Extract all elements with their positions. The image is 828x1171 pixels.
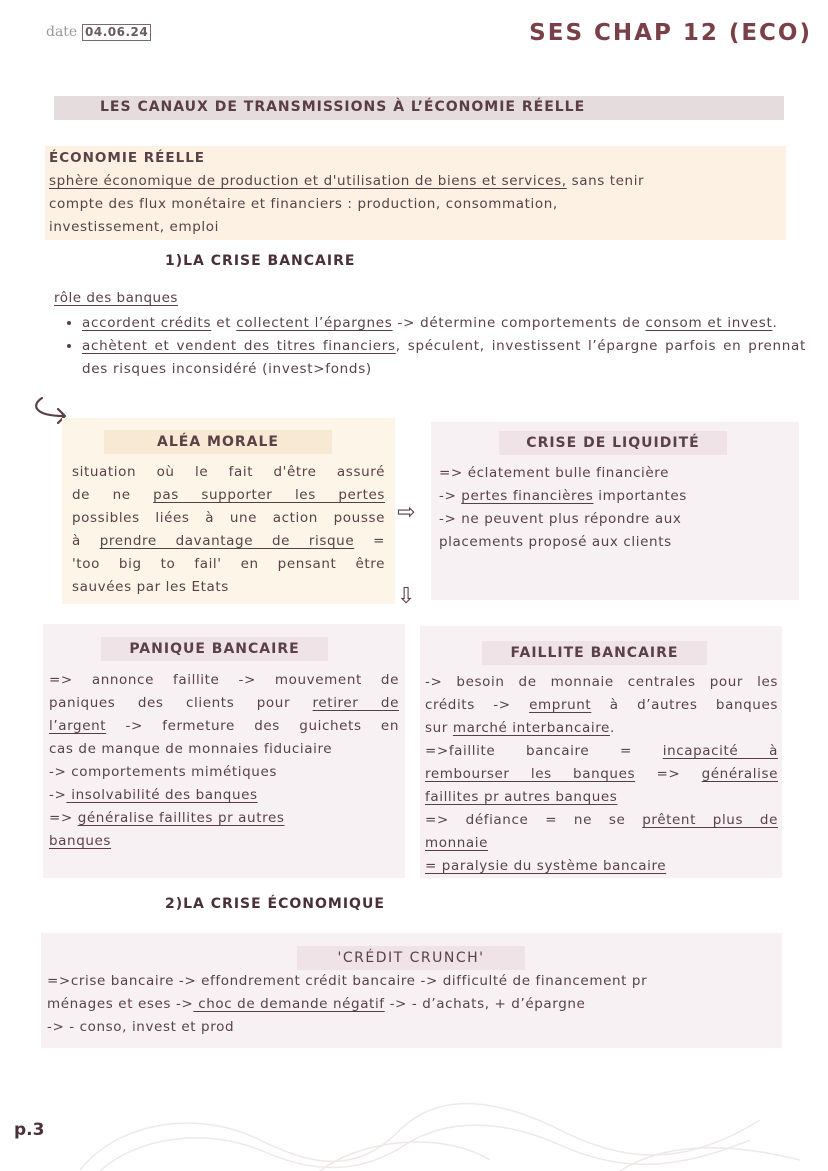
role-item-1 — [82, 312, 806, 335]
definition-title: ÉCONOMIE RÉELLE — [49, 150, 206, 166]
pan-l7a: => — [49, 810, 78, 826]
role-item-2 — [82, 335, 806, 381]
fail-l4a: =>faillite bancaire = — [425, 743, 663, 759]
fail-l2u: emprunt — [529, 697, 592, 713]
credit-l2a: ménages et eses -> — [47, 996, 194, 1012]
fail-l2a: crédits -> — [425, 697, 530, 713]
fail-l2b: à d’autres banques — [591, 697, 778, 713]
alea-line-4 — [72, 530, 385, 553]
page-number: p.3 — [14, 1120, 45, 1140]
role-title-text: rôle des banques — [54, 290, 178, 306]
fail-l9u: = paralysie du système bancaire — [425, 858, 667, 874]
role-u2: collectent l’épargnes — [236, 315, 393, 331]
pan-line-5: -> comportements mimétiques — [49, 764, 277, 780]
alea-morale-title: ALÉA MORALE — [104, 430, 332, 454]
alea-line-5: 'too big to fail' en pensant être — [72, 556, 385, 572]
fail-line-6 — [425, 786, 778, 809]
liq-l2a: -> — [439, 488, 462, 504]
alea-l4u: prendre davantage de risque — [99, 533, 355, 549]
pan-line-2 — [49, 692, 399, 715]
credit-line-3: -> - conso, invest et prod — [47, 1019, 235, 1035]
pan-line-1: => annonce faillite -> mouvement de — [49, 672, 399, 688]
liq-line-1: => éclatement bulle financière — [439, 465, 670, 481]
faillite-bancaire-title: FAILLITE BANCAIRE — [482, 641, 707, 665]
role-u1: accordent crédits — [82, 315, 212, 331]
fail-line-8 — [425, 832, 778, 855]
role-t2: -> détermine comportements de — [392, 315, 646, 331]
definition-line-1 — [49, 170, 782, 193]
chapter-banner — [54, 96, 784, 120]
role-t4: , spéculent, investissent l’épargne parfois en prennat des risques inconsidéré (invest>fonds) — [82, 338, 807, 377]
section-1-heading: 1)LA CRISE BANCAIRE — [165, 253, 356, 269]
definition-rest: sans tenir — [566, 173, 645, 189]
pan-l2u: retirer de — [312, 695, 399, 711]
arrow-right-icon: ⇨ — [397, 500, 416, 525]
credit-l2u: choc de demande négatif — [193, 996, 385, 1012]
alea-l2u: pas supporter les pertes — [153, 487, 386, 503]
pan-line-3 — [49, 715, 399, 738]
alea-l2a: de ne — [72, 487, 154, 503]
fail-line-9 — [425, 855, 778, 878]
fail-l5b: => — [635, 766, 702, 782]
fail-l3a: sur — [425, 720, 453, 736]
panique-bancaire-title: PANIQUE BANCAIRE — [101, 637, 328, 661]
pan-l6u: insolvabilité des banques — [66, 787, 258, 803]
pan-line-4: cas de manque de monnaies fiduciaire — [49, 741, 333, 757]
credit-crunch-title: 'CRÉDIT CRUNCH' — [297, 946, 525, 970]
role-list — [62, 312, 806, 381]
date-label: date — [46, 24, 78, 40]
fail-l5u: rembourser les banques — [425, 766, 636, 782]
fail-line-1: -> besoin de monnaie centrales pour les — [425, 674, 778, 690]
liq-l2u: pertes financières — [461, 488, 594, 504]
alea-l4a: à — [72, 533, 100, 549]
alea-line-1: situation où le fait d'être assuré — [72, 464, 385, 480]
definition-underlined: sphère économique de production et d'utilisation de biens et services, — [49, 173, 567, 189]
fail-l3b: . — [609, 720, 615, 736]
pan-l8u: banques — [49, 833, 112, 849]
role-u4: achètent et vendent des titres financiers — [82, 338, 396, 354]
fail-l6u: faillites pr autres banques — [425, 789, 618, 805]
panique-bancaire-box — [43, 624, 405, 878]
alea-l4b: = — [354, 533, 385, 549]
pan-line-6 — [49, 784, 399, 807]
fail-line-3 — [425, 717, 778, 740]
pan-l2a: paniques des clients pour — [49, 695, 313, 711]
alea-line-3: possibles liées à une action pousse — [72, 510, 385, 526]
banner-title: LES CANAUX DE TRANSMISSIONS À L’ÉCONOMIE RÉELLE — [100, 99, 586, 115]
fail-l4u: incapacité à — [662, 743, 778, 759]
pan-l3b: -> fermeture des guichets en — [106, 718, 399, 734]
fail-line-7 — [425, 809, 778, 832]
fail-l5u2: généralise — [701, 766, 778, 782]
decorative-contour-lines — [60, 1100, 820, 1171]
arrow-down-icon: ⇩ — [397, 584, 416, 609]
credit-l2b: -> - d’achats, + d’épargne — [384, 996, 586, 1012]
fail-l7u: prêtent plus de — [642, 812, 778, 828]
pan-line-8 — [49, 830, 399, 853]
crise-liquidite-title: CRISE DE LIQUIDITÉ — [499, 431, 727, 455]
role-t1: et — [211, 315, 237, 331]
pan-l6a: -> — [49, 787, 67, 803]
role-title — [54, 290, 178, 306]
role-u3: consom et invest — [645, 315, 773, 331]
liq-line-2 — [439, 485, 791, 508]
role-t3: . — [772, 315, 778, 331]
liq-line-3: -> ne peuvent plus répondre aux — [439, 511, 682, 527]
pan-line-7 — [49, 807, 399, 830]
liq-l2b: importantes — [593, 488, 687, 504]
pan-l3u: l’argent — [49, 718, 107, 734]
credit-line-2 — [47, 993, 776, 1016]
credit-line-1: =>crise bancaire -> effondrement crédit bancaire -> difficulté de financement pr — [47, 973, 648, 989]
fail-line-4 — [425, 740, 778, 763]
alea-line-2 — [72, 484, 385, 507]
fail-line-5 — [425, 763, 778, 786]
section-2-heading: 2)LA CRISE ÉCONOMIQUE — [165, 896, 385, 912]
alea-line-6: sauvées par les Etats — [72, 579, 229, 595]
definition-line-3: investissement, emploi — [49, 219, 219, 235]
pan-l7u: généralise faillites pr autres — [77, 810, 285, 826]
fail-l3u: marché interbancaire — [452, 720, 610, 736]
page-title: SES CHAP 12 (ECO) — [529, 20, 812, 46]
date-value: 04.06.24 — [82, 24, 151, 41]
fail-l7a: => défiance = ne se — [425, 812, 643, 828]
liq-line-4: placements proposé aux clients — [439, 534, 672, 550]
definition-line-2: compte des flux monétaire et financiers : production, consommation, — [49, 196, 558, 212]
definition-box — [45, 146, 786, 240]
fail-l8u: monnaie — [425, 835, 489, 851]
fail-line-2 — [425, 694, 778, 717]
